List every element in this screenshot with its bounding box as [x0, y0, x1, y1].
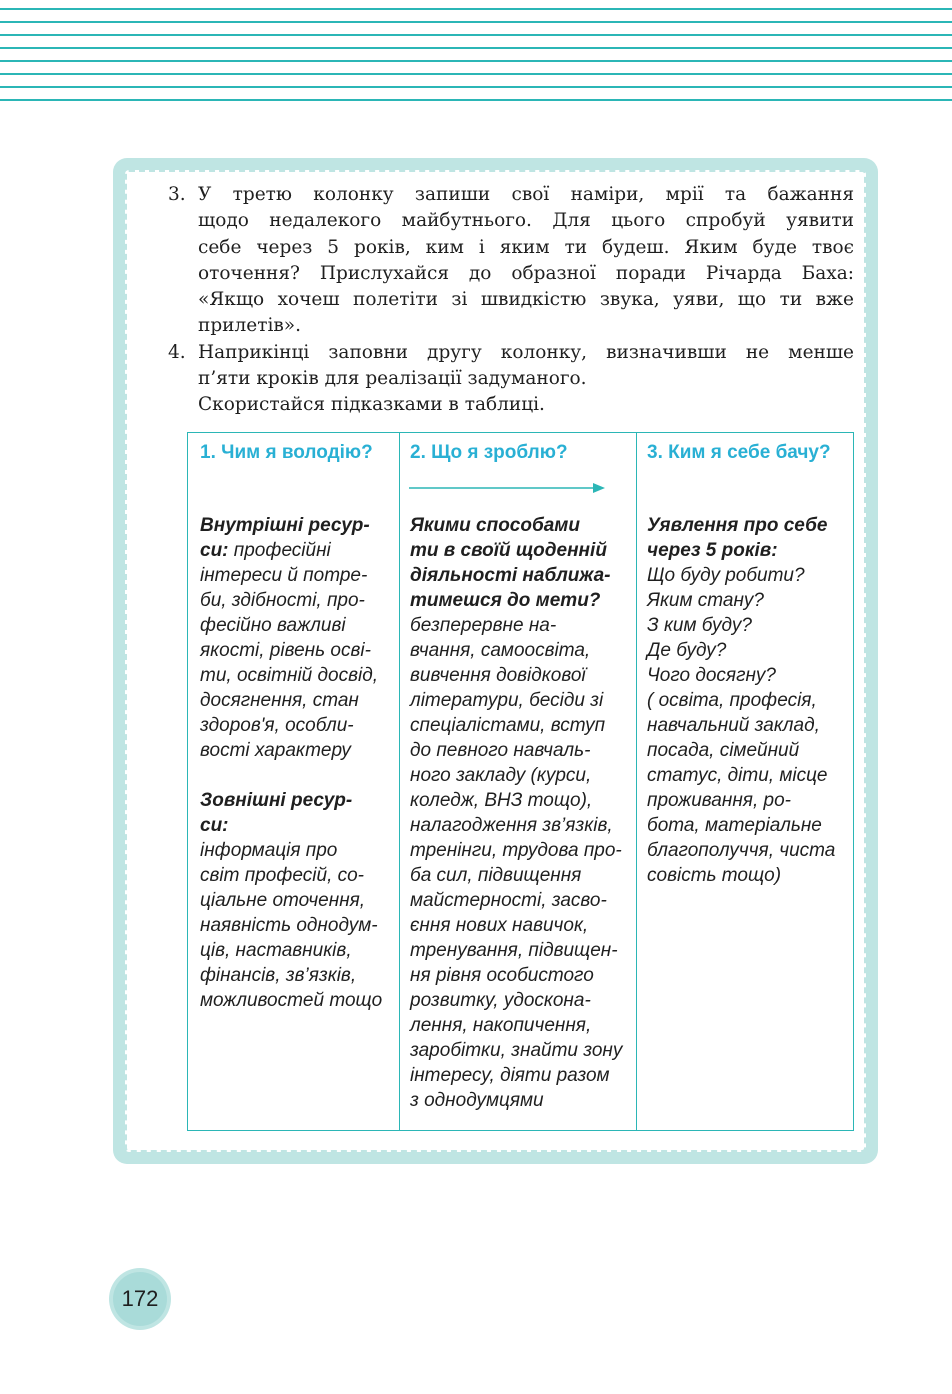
- cell-line: би, здібності, про-: [200, 590, 365, 611]
- cell-line: [200, 538, 395, 563]
- cell-line-bold: діяльності наближа-: [410, 565, 611, 586]
- cell-line: наявність однодум-: [200, 915, 378, 936]
- cell-line: ного закладу (курси,: [410, 765, 592, 786]
- cell-line-rest: професійні: [233, 540, 331, 561]
- table-column-actions: [399, 433, 637, 1130]
- header-decoration-lines: [0, 0, 952, 104]
- cell-line: благополуччя, чиста: [647, 840, 836, 861]
- cell-line: інформація про: [200, 840, 338, 861]
- step-line: «Якщо хочеш полетіти зі швидкістю звука, уяви, що ти вже: [198, 289, 854, 311]
- cell-line: бота, матеріальне: [647, 815, 822, 836]
- cell-line: літератури, бесіди зі: [410, 690, 604, 711]
- cell-line: налагодження зв’язків,: [410, 815, 613, 836]
- step-3: [168, 182, 854, 340]
- cell-line: Що буду робити?: [647, 565, 805, 586]
- step-text: [198, 340, 854, 419]
- cell-line: Чого досягну?: [647, 665, 776, 686]
- cell-line-bold: через 5 років:: [647, 540, 778, 561]
- cell-line-bold: Якими способами: [410, 515, 580, 536]
- cell-line: [410, 588, 632, 613]
- cell-line: досягнення, стан: [200, 690, 359, 711]
- cell-line: розвитку, удоскона-: [410, 990, 591, 1011]
- cell-line: [200, 788, 395, 813]
- cell-line: [410, 513, 632, 538]
- table-column-resources: [188, 433, 400, 1130]
- cell-line-bold: си:: [200, 540, 234, 561]
- cell-line: посада, сімейний: [647, 740, 800, 761]
- cell-line: ( освіта, професія,: [647, 690, 817, 711]
- cell-line: [647, 538, 851, 563]
- cell-line: совість тощо): [647, 865, 782, 886]
- steps-list: [168, 182, 854, 419]
- cell-line-bold: тимешся до мети?: [410, 590, 601, 611]
- cell-line: ба сил, підвищення: [410, 865, 582, 886]
- column-header: 3. Ким я себе бачу?: [647, 442, 831, 463]
- column-body: [647, 513, 851, 888]
- cell-line-bold: Уявлення про себе: [647, 515, 828, 536]
- step-line: себе через 5 років, ким і яким ти будеш. Яким буде твоє: [198, 236, 854, 258]
- step-number: 4.: [168, 341, 186, 363]
- cell-line: коледж, ВНЗ тощо),: [410, 790, 593, 811]
- column-body: [200, 513, 395, 1013]
- step-line: У третю колонку запиши свої наміри, мрії та бажання: [198, 184, 854, 205]
- column-header: 1. Чим я володію?: [200, 442, 373, 463]
- cell-line: якості, рівень освi-: [200, 640, 371, 661]
- cell-line: інтересу, діяти разом: [410, 1065, 610, 1086]
- cell-line: безперервне на-: [410, 615, 557, 636]
- cell-line-bold: Зовнішні ресур-: [200, 790, 353, 811]
- cell-line: статус, діти, місце: [647, 765, 828, 786]
- step-line: Наприкінці заповни другу колонку, визначивши не менше: [198, 341, 854, 363]
- cell-line: [410, 538, 632, 563]
- step-line: прилетів».: [198, 315, 301, 337]
- cell-line: вчання, самоосвіта,: [410, 640, 591, 661]
- cell-line: [200, 813, 395, 838]
- cell-line: фінансів, зв’язків,: [200, 965, 357, 986]
- plan-table: [187, 432, 854, 1131]
- cell-line: здоров'я, особли-: [200, 715, 354, 736]
- page-number-badge: [109, 1268, 171, 1330]
- cell-line-bold: си:: [200, 815, 229, 836]
- step-number: 3.: [168, 184, 186, 205]
- cell-line: до певного навчаль-: [410, 740, 591, 761]
- cell-line: світ професій, со-: [200, 865, 365, 886]
- cell-line: заробітки, знайти зону: [410, 1040, 623, 1061]
- cell-line: майстерності, засво-: [410, 890, 607, 911]
- cell-line: Яким стану?: [647, 590, 764, 611]
- step-line: Скористайся підказками в таблиці.: [198, 394, 545, 416]
- step-line: п’яти кроків для реалізації задуманого.: [198, 368, 587, 390]
- step-4: [168, 340, 854, 419]
- column-body: [410, 513, 632, 1113]
- cell-line: фесійно важливі: [200, 615, 346, 636]
- cell-line: [200, 513, 395, 538]
- cell-line: з однодумцями: [410, 1090, 544, 1111]
- page-number: 172: [113, 1272, 167, 1326]
- cell-line: тренінги, трудова про-: [410, 840, 622, 861]
- cell-line: [410, 563, 632, 588]
- cell-line: лення, накопичення,: [410, 1015, 592, 1036]
- step-text: [198, 182, 854, 340]
- cell-line: можливостей тощо: [200, 990, 383, 1011]
- cell-line: спеціалістами, вступ: [410, 715, 606, 736]
- column-header: 2. Що я зроблю?: [410, 442, 568, 463]
- cell-line: тренування, підвищен-: [410, 940, 618, 961]
- cell-line: З ким буду?: [647, 615, 752, 636]
- spacer: [200, 763, 395, 788]
- cell-line-bold: Внутрішні ресур-: [200, 515, 370, 536]
- step-line: оточення? Прислухайся до образної поради Річарда Баха:: [198, 262, 854, 284]
- table-column-vision: [636, 433, 855, 1130]
- cell-line: навчальний заклад,: [647, 715, 820, 736]
- cell-line: ціальне оточення,: [200, 890, 366, 911]
- cell-line: ців, наставників,: [200, 940, 352, 961]
- cell-line: вивчення довідкової: [410, 665, 586, 686]
- cell-line: [647, 513, 851, 538]
- cell-line: інтереси й потре-: [200, 565, 368, 586]
- cell-line: ня рівня особистого: [410, 965, 594, 986]
- arrow-right-icon: [409, 481, 609, 495]
- cell-line-bold: ти в своїй щоденній: [410, 540, 607, 561]
- step-line: щодо недалекого майбутнього. Для цього спробуй уявити: [198, 210, 854, 232]
- cell-line: проживання, ро-: [647, 790, 791, 811]
- cell-line: єння нових навичок,: [410, 915, 589, 936]
- cell-line: вості характеру: [200, 740, 351, 761]
- cell-line: ти, освітній досвід,: [200, 665, 378, 686]
- cell-line: Де буду?: [647, 640, 727, 661]
